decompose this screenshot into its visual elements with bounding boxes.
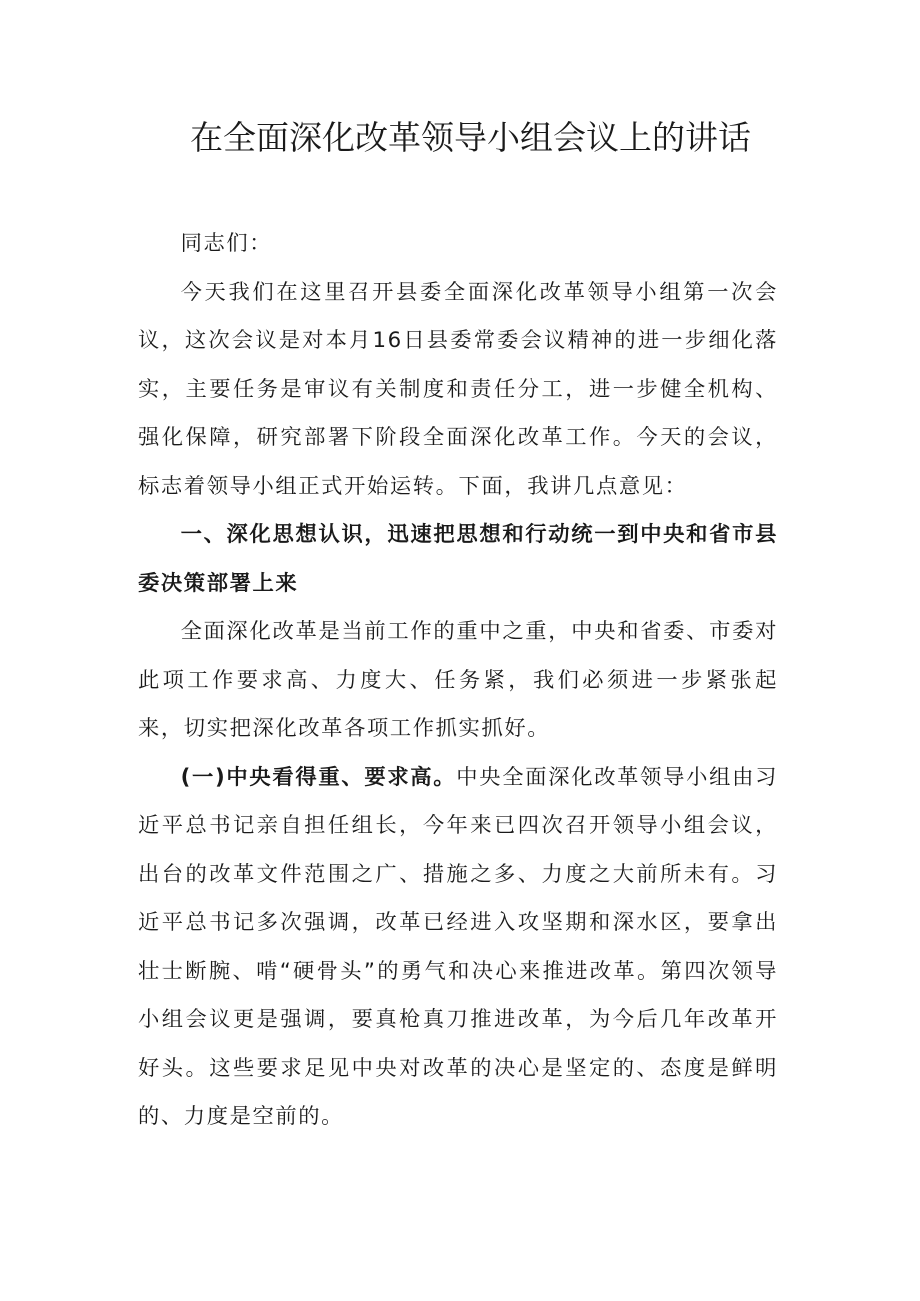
section-1-heading: 一、深化思想认识，迅速把思想和行动统一到中央和省市县委决策部署上来 <box>138 522 778 596</box>
document-title: 在全面深化改革领导小组会议上的讲话 <box>190 118 751 157</box>
point-1-paragraph <box>138 754 778 1142</box>
document-body <box>138 220 778 1142</box>
salutation: 同志们： <box>180 231 273 256</box>
point-1-body: 中央全面深化改革领导小组由习近平总书记亲自担任组长，今年来已四次召开领导小组会议，出台的改革文件范围之广、措施之多、力度之大前所未有。习近平总书记多次强调，改革已经进入攻坚期和深水区，要拿出壮士断腕、啃“硬骨头”的勇气和决心来推进改革。第四次领导小组会议更是强调，要真枪真刀推进改革，为今后几年改革开好头。这些要求足见中央对改革的决心是坚定的、态度是鲜明的、力度是空前的。 <box>138 764 778 1129</box>
intro-paragraph: 今天我们在这里召开县委全面深化改革领导小组第一次会议，这次会议是对本月16日县委常委会议精神的进一步细化落实，主要任务是审议有关制度和责任分工，进一步健全机构、强化保障，研究部署下阶段全面深化改革工作。今天的会议，标志着领导小组正式开始运转。下面，我讲几点意见： <box>138 279 778 499</box>
section-1-paragraph: 全面深化改革是当前工作的重中之重，中央和省委、市委对此项工作要求高、力度大、任务紧，我们必须进一步紧张起来，切实把深化改革各项工作抓实抓好。 <box>138 619 778 741</box>
point-1-lead: (一)中央看得重、要求高。 <box>180 764 457 790</box>
